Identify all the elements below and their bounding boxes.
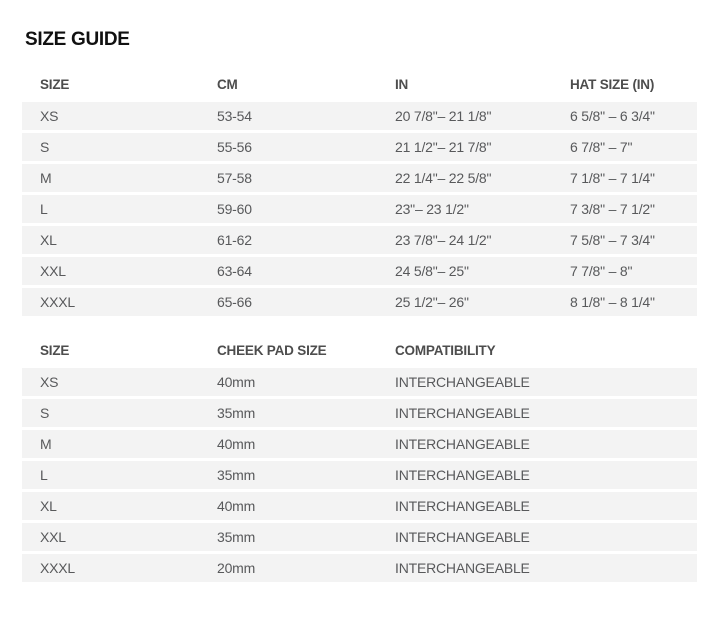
hat-size-cell: 7 7/8" – 8" (570, 263, 633, 279)
page-title: SIZE GUIDE (25, 29, 130, 50)
cheek-pad-cell: 35mm (217, 467, 256, 483)
hat-size-cell: 7 3/8" – 7 1/2" (570, 201, 655, 217)
compatibility-cell: INTERCHANGEABLE (395, 374, 530, 390)
cheek-pad-cell: 40mm (217, 436, 256, 452)
cheek-pad-cell: 35mm (217, 405, 256, 421)
size-column-header: SIZE (40, 77, 70, 92)
table-row (22, 288, 697, 316)
size-cell: XS (40, 108, 59, 124)
compatibility-cell: INTERCHANGEABLE (395, 529, 530, 545)
size-cell: M (40, 436, 52, 452)
size-cell: XXL (40, 263, 66, 279)
in-cell: 25 1/2"– 26" (395, 294, 469, 310)
cheek-pad-table (22, 337, 697, 582)
in-cell: 22 1/4"– 22 5/8" (395, 170, 492, 186)
size-cell: S (40, 405, 50, 421)
cheek-pad-cell: 35mm (217, 529, 256, 545)
compatibility-cell: INTERCHANGEABLE (395, 560, 530, 576)
size-cell: M (40, 170, 52, 186)
size-cell: L (40, 201, 48, 217)
cheek-pad-cell: 20mm (217, 560, 256, 576)
hat-size-cell: 6 5/8" – 6 3/4" (570, 108, 655, 124)
cm-cell: 61-62 (217, 232, 252, 248)
table-row (22, 195, 697, 223)
hat-size-cell: 7 1/8" – 7 1/4" (570, 170, 655, 186)
hat-size-cell: 6 7/8" – 7" (570, 139, 633, 155)
hat-size-cell: 7 5/8" – 7 3/4" (570, 232, 655, 248)
size-column-header: SIZE (40, 343, 70, 358)
compatibility-cell: INTERCHANGEABLE (395, 405, 530, 421)
size-cell: XS (40, 374, 59, 390)
cheek-pad-cell: 40mm (217, 498, 256, 514)
size-cell: XL (40, 232, 57, 248)
cm-cell: 63-64 (217, 263, 252, 279)
cheek-pad-size-column-header: CHEEK PAD SIZE (217, 343, 327, 358)
table-row (22, 461, 697, 489)
compatibility-cell: INTERCHANGEABLE (395, 498, 530, 514)
cheek-pad-cell: 40mm (217, 374, 256, 390)
table-row (22, 492, 697, 520)
cm-cell: 65-66 (217, 294, 252, 310)
size-cell: XL (40, 498, 57, 514)
in-cell: 24 5/8"– 25" (395, 263, 469, 279)
table-row (22, 164, 697, 192)
cm-cell: 57-58 (217, 170, 252, 186)
size-cell: XXXL (40, 294, 75, 310)
hat-size-column-header: HAT SIZE (IN) (570, 77, 655, 92)
in-cell: 23"– 23 1/2" (395, 201, 469, 217)
in-cell: 21 1/2"– 21 7/8" (395, 139, 492, 155)
cheek-pad-table-header-row (22, 337, 697, 365)
size-cell: S (40, 139, 50, 155)
table-row (22, 399, 697, 427)
in-column-header: IN (395, 77, 409, 92)
size-table-header-row (22, 71, 697, 99)
table-row (22, 257, 697, 285)
table-row (22, 523, 697, 551)
in-cell: 20 7/8"– 21 1/8" (395, 108, 492, 124)
cm-cell: 55-56 (217, 139, 252, 155)
table-row (22, 554, 697, 582)
cm-cell: 53-54 (217, 108, 252, 124)
size-cell: XXXL (40, 560, 75, 576)
size-cell: L (40, 467, 48, 483)
in-cell: 23 7/8"– 24 1/2" (395, 232, 492, 248)
compatibility-column-header: COMPATIBILITY (395, 343, 496, 358)
hat-size-cell: 8 1/8" – 8 1/4" (570, 294, 655, 310)
size-cell: XXL (40, 529, 66, 545)
cm-column-header: CM (217, 77, 238, 92)
cm-cell: 59-60 (217, 201, 252, 217)
table-row (22, 102, 697, 130)
table-row (22, 368, 697, 396)
table-row (22, 430, 697, 458)
size-table (22, 71, 697, 316)
table-row (22, 226, 697, 254)
compatibility-cell: INTERCHANGEABLE (395, 467, 530, 483)
table-row (22, 133, 697, 161)
compatibility-cell: INTERCHANGEABLE (395, 436, 530, 452)
